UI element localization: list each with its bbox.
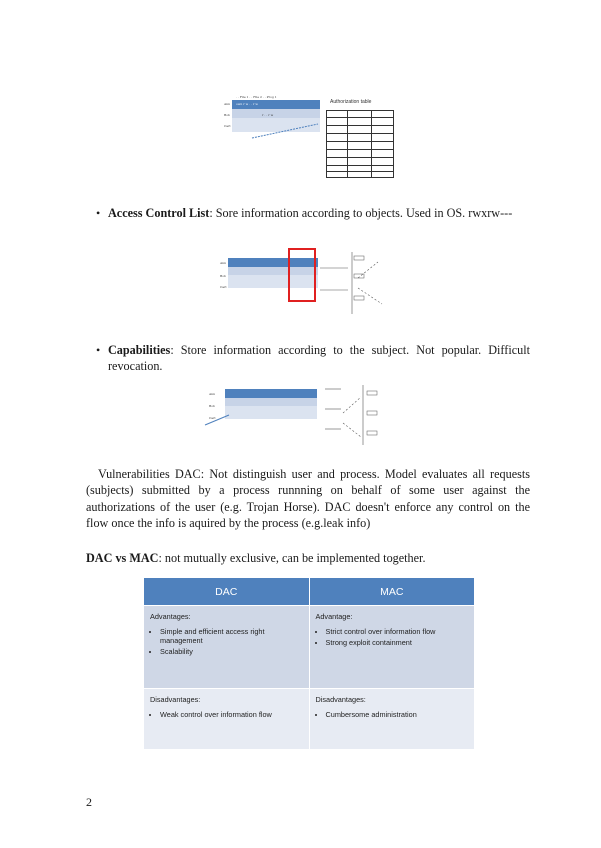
dac-header: DAC — [144, 578, 309, 606]
authorization-table-caption: Authorization table — [330, 99, 372, 105]
dac-advantages-title: Advantages: — [150, 612, 191, 621]
list-item: • Cumbersome administration — [326, 710, 469, 719]
dac-disadvantages-title: Disadvantages: — [150, 695, 201, 704]
capabilities-term: Capabilities — [108, 343, 171, 357]
list-item: • Scalability — [160, 647, 303, 656]
list-item: • Strong exploit containment — [326, 638, 469, 647]
list-item: • Weak control over information flow — [160, 710, 303, 719]
acl-list-diagram-icon — [318, 248, 388, 318]
acl-bullet — [96, 205, 530, 221]
capabilities-bullet — [96, 342, 530, 374]
capability-arrow-icon — [203, 413, 233, 427]
acl-figure: Ann Bob Carl — [218, 248, 388, 318]
acl-text: : Sore information according to objects. Used in OS. rwxrw--- — [209, 206, 513, 220]
dac-advantages-cell — [144, 606, 309, 689]
capabilities-figure: Ann Bob Carl — [203, 383, 393, 448]
capabilities-text: : Store information according to the subject. Not popular. Difficult revocation. — [108, 343, 530, 373]
bullet-icon: • — [96, 343, 101, 357]
mac-disadvantages-cell — [309, 689, 474, 750]
page-number: 2 — [86, 795, 92, 809]
dac-mac-comparison-table — [144, 578, 474, 749]
mac-header: MAC — [309, 578, 474, 606]
mac-disadvantages-title: Disadvantages: — [315, 695, 366, 704]
mac-advantages-title: Advantage: — [315, 612, 353, 621]
acl-column-highlight — [288, 248, 316, 302]
dac-vs-mac-text: : not mutually exclusive, can be implemented together. — [158, 551, 426, 565]
dac-vs-mac-paragraph — [86, 550, 530, 566]
mac-advantages-cell — [309, 606, 474, 689]
access-matrix-figure: · · File 1 · · File 2 · · Prog 1 Ann Bob Carl own r w · · r w r · · r w Authorization table — [222, 96, 394, 180]
dac-disadvantages-cell — [144, 689, 309, 750]
bullet-icon: • — [96, 206, 101, 220]
matrix-arrow-icon — [250, 122, 320, 140]
list-item: • Strict control over information flow — [326, 627, 469, 636]
dac-vs-mac-term: DAC vs MAC — [86, 551, 159, 565]
capability-list-diagram-icon — [321, 383, 393, 447]
vulnerabilities-paragraph: Vulnerabilities DAC: Not distinguish user and process. Model evaluates all requests (subjects) submitted by a process runnning on behalf of some user against the authorizations of the user (e.g. Trojan Horse). DAC doesn't enforce any control on the flow once the info is aquired by the process (e.g.leak info) — [86, 467, 530, 530]
list-item: • Simple and efficient access right management — [160, 627, 303, 645]
acl-term: Access Control List — [108, 206, 210, 220]
